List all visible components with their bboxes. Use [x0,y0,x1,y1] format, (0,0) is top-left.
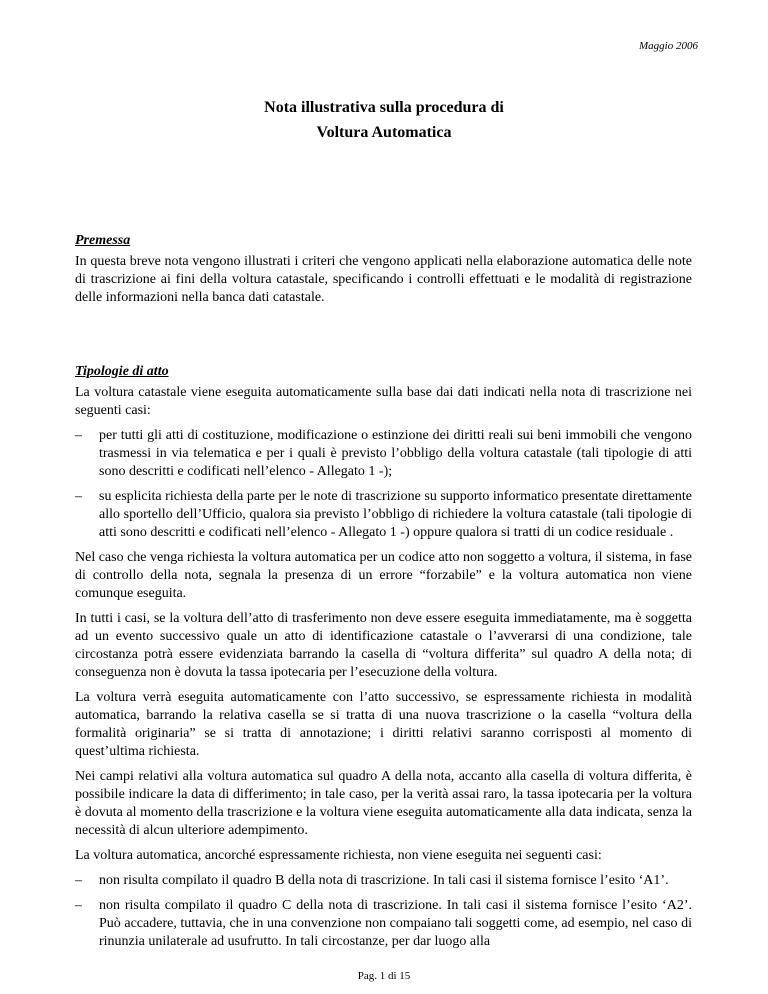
section-spacer [75,314,692,363]
paragraph-data-differimento: Nei campi relativi alla voltura automatica sul quadro A della nota, accanto alla casella di voltura differita, è possibile indicare la data di differimento; in tale caso, per la verità assai raro, la tassa ipotecaria per la voltura è dovuta al momento della trascrizione e la voltura viene eseguita automaticamente alla data indicata, senza la necessità di alcun ulteriore adempimento. [75,769,692,838]
title-line-1: Nota illustrativa sulla procedura di [264,99,504,116]
list-item [75,897,692,951]
list-item [75,488,692,542]
list-item-text: per tutti gli atti di costituzione, modificazione o estinzione dei diritti reali sui beni immobili che vengono trasmessi in via telematica e per i quali è previsto l’obbligo della voltura catastale (tali tipologie di atti sono descritti e codificati nell’elenco - Allegato 1 -); [99,428,692,479]
paragraph-casi-esclusi: La voltura automatica, ancorché espressamente richiesta, non viene eseguita nei seguenti casi: [75,848,602,863]
paragraph-voltura-differita: In tutti i casi, se la voltura dell’atto di trasferimento non deve essere eseguita immediatamente, ma è soggetta ad un evento successivo quale un atto di identificazione catastale o l’avverarsi di una condizione, tale circostanza potrà essere evidenziata barrando la casella di “voltura differita” sul quadro A della nota; di conseguenza non è dovuta la tassa ipotecaria per l’esecuzione della voltura. [75,611,692,680]
tipologie-intro: La voltura catastale viene eseguita automaticamente sulla base dai dati indicati nella nota di trascrizione nei seguenti casi: [75,385,692,418]
list-item-text: su esplicita richiesta della parte per le note di trascrizione su supporto informatico presentate direttamente allo sportello dell’Ufficio, qualora sia previsto l’obbligo di richiedere la voltura catastale (tali tipologie di atti sono descritti e codificati nell’elenco - Allegato 1 -) oppure qualora si tratti di un codice residuale . [99,489,692,540]
dash-bullet-icon: – [75,428,82,443]
section-heading-tipologie: Tipologie di atto [75,364,169,379]
premessa-paragraph: In questa breve nota vengono illustrati i criteri che vengono applicati nella elaborazione automatica delle note di trascrizione ai fini della voltura catastale, specificando i controlli effettuati e le modalità di registrazione delle informazioni nella banca dati catastale. [75,254,692,305]
paragraph-codice-non-soggetto: Nel caso che venga richiesta la voltura automatica per un codice atto non soggetto a voltura, il sistema, in fase di controllo della nota, segnala la presenza di un errore “forzabile” e la voltura automatica non viene comunque eseguita. [75,550,692,601]
list-item-text: non risulta compilato il quadro B della nota di trascrizione. In tali casi il sistema fornisce l’esito ‘A1’. [99,873,669,888]
bullet-list-esclusioni [75,872,692,951]
title-line-2: Voltura Automatica [316,124,452,141]
page-number-footer: Pag. 1 di 15 [357,970,411,982]
dash-bullet-icon: – [75,898,82,913]
list-item [75,872,692,890]
list-item [75,427,692,481]
list-item-text: non risulta compilato il quadro C della nota di trascrizione. In tali casi il sistema fornisce l’esito ‘A2’. Può accadere, tuttavia, che in una convenzione non compaiano tali soggetti come, ad esempio, nel caso di rinunzia unilaterale ad usufrutto. In tali circostanze, per dar luogo alla [99,898,692,949]
paragraph-atto-successivo: La voltura verrà eseguita automaticamente con l’atto successivo, se espressamente richiesta in modalità automatica, barrando la relativa casella se si tratta di una nuova trascrizione o la casella “voltura della formalità originaria” se si tratta di annotazione; i diritti relativi saranno corrisposti al momento di quest’ultima richiesta. [75,690,692,759]
document-title [0,95,768,145]
document-body [75,232,692,958]
section-heading-premessa: Premessa [75,233,131,248]
header-date: Maggio 2006 [639,40,698,52]
dash-bullet-icon: – [75,873,82,888]
dash-bullet-icon: – [75,489,82,504]
bullet-list-casi [75,427,692,542]
